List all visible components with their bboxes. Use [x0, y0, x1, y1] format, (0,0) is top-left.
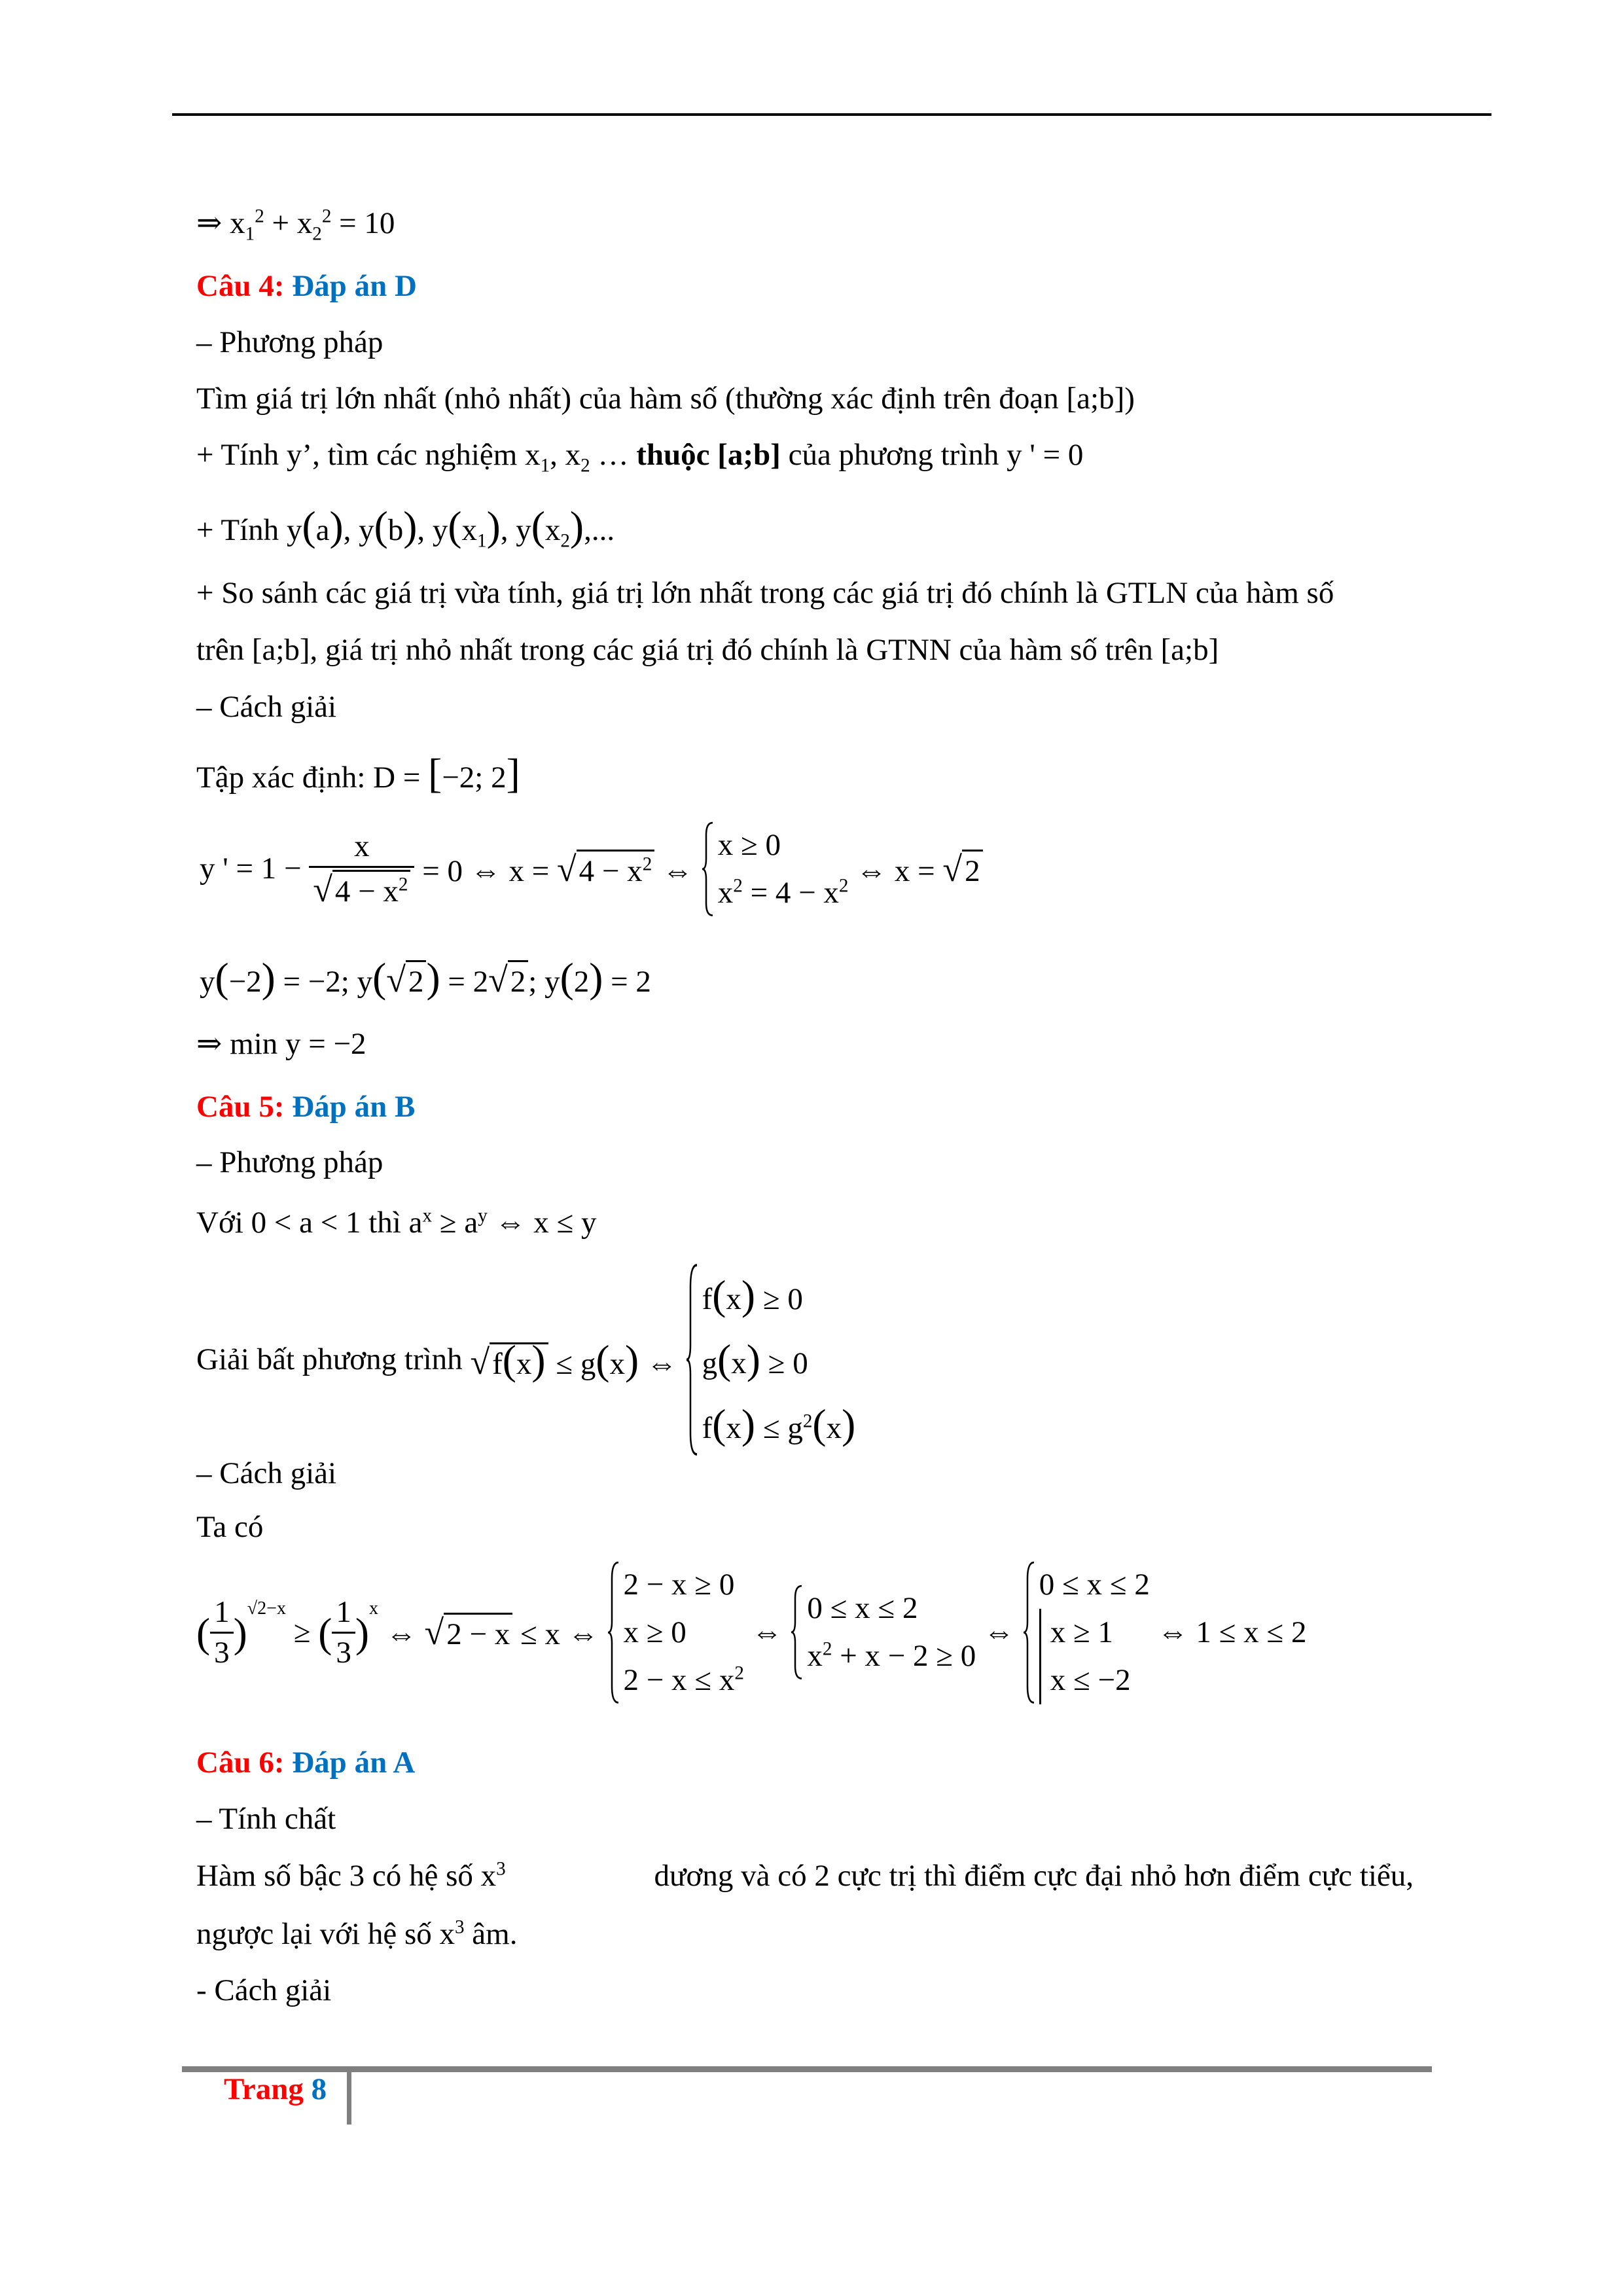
q4-domain-prefix: Tập xác định:	[196, 761, 366, 795]
q4-method-intro: Tìm giá trị lớn nhất (nhỏ nhất) của hàm số (thường xác định trên đoạn [a;b])	[196, 382, 1135, 416]
q4-heading	[196, 271, 417, 302]
q5-label: Câu 5:	[196, 1090, 285, 1124]
q4-label: Câu 4:	[196, 269, 285, 303]
q5-rule-mid: thì	[368, 1206, 401, 1240]
q4-step2-prefix: + Tính	[196, 513, 279, 547]
q4-step3-line2: trên [a;b], giá trị nhỏ nhất trong các giá trị đó chính là GTNN của hàm số trên [a;b]	[196, 633, 1219, 667]
q4-step1-prefix: + Tính y’, tìm các nghiệm	[196, 438, 518, 472]
q6-heading	[196, 1748, 415, 1778]
q5-solution-chain: ( $\frac{1}{3}$ ) $^{√2-x}$ ≥ ( $\frac{1}{3}$ ) $^x$ ⇔ √2 − x ≤ x ⇔ 2 − x ≥ 0 x ≥ 0 $2 - x \le x^2$ ⇔ 0 ≤ x ≤ 2 $x^2 + x - 2 \ge 0$ ⇔ 0 ≤ x ≤ 2 x ≥ 1 x ≤ −2 ⇔ 1 ≤ x ≤ 2	[196, 1561, 1306, 1704]
q5-answer: Đáp án B	[292, 1090, 416, 1124]
footer-divider	[347, 2072, 351, 2125]
footer-rule	[182, 2066, 1432, 2072]
q5-method-heading: – Phương pháp	[196, 1145, 383, 1179]
q5-ta-co: Ta có	[196, 1510, 264, 1544]
q6-text-line1-a: Hàm số bậc 3 có hệ số	[196, 1859, 473, 1893]
q4-step3-line1: + So sánh các giá trị vừa tính, giá trị lớn nhất trong các giá trị đó chính là GTLN của hàm số	[196, 576, 1334, 610]
q6-text-line2: ngược lại với hệ số $x^3$ âm.	[196, 1916, 518, 1951]
q4-answer: Đáp án D	[292, 269, 417, 303]
q4-derivative-equation: y ' = 1 − $\frac{x}{√4 - x^2}$ = 0 ⇔ $x = √4 - x^2$ ⇔ x ≥ 0 $x^2 = 4 - x^2$ ⇔ x = √2	[200, 821, 983, 917]
q4-conclusion: ⇒ min y = −2	[196, 1027, 366, 1061]
q4-step1-suffix: của phương trình	[788, 438, 999, 472]
result-x-sum-squares: ⇒ $x_1^2 + x_2^2 = 10$	[196, 206, 395, 245]
q4-step1: + Tính y’, tìm các nghiệm $x_1$, $x_2$ … thuộc [a;b] của phương trình y ' = 0	[196, 438, 1084, 476]
page-number-value: 8	[311, 2072, 327, 2106]
q6-solution-heading: - Cách giải	[196, 1973, 332, 2007]
q5-inequality-rule: Giải bất phương trình √f(x) ≤ g(x) ⇔ f(x) ≥ 0 g(x) ≥ 0 $f(x) \le g^2(x)$	[196, 1263, 855, 1456]
header-rule	[172, 113, 1491, 116]
q4-domain: Tập xác định: D = [−2; 2]	[196, 750, 520, 797]
q5-solution-heading: – Cách giải	[196, 1456, 337, 1490]
page-word: Trang	[224, 2072, 304, 2106]
q6-answer: Đáp án A	[292, 1746, 416, 1780]
q4-method-heading: – Phương pháp	[196, 325, 383, 359]
q6-text-line1: Hàm số bậc 3 có hệ số $x^3$ dương và có 2 cực trị thì điểm cực đại nhỏ hơn điểm cực tiểu,	[196, 1858, 1414, 1893]
q5-rule-prefix: Với	[196, 1206, 243, 1240]
q4-step2: + Tính y(a), y(b), $y(x_1)$, $y(x_2)$,...	[196, 503, 615, 552]
page-number	[224, 2072, 327, 2107]
q4-evaluations: y(−2) = −2; y(√2) = 2√2; y(2) = 2	[200, 954, 651, 1001]
q6-property-heading: – Tính chất	[196, 1802, 336, 1836]
q6-label: Câu 6:	[196, 1746, 285, 1780]
q6-text-line2-a: ngược lại với hệ số	[196, 1917, 432, 1951]
q5-rule: Với 0 < a < 1 thì $a^x \ge a^y$ ⇔ x ≤ y	[196, 1205, 597, 1240]
q4-step1-bold: thuộc [a;b]	[636, 438, 781, 472]
q4-solution-heading: – Cách giải	[196, 690, 337, 724]
q5-heading	[196, 1092, 415, 1122]
q6-text-line1-b: dương và có 2 cực trị thì điểm cực đại nhỏ hơn điểm cực tiểu,	[654, 1859, 1414, 1893]
q5-inequality-prefix: Giải bất phương trình	[196, 1342, 463, 1377]
q6-text-line2-b: âm.	[472, 1917, 518, 1951]
